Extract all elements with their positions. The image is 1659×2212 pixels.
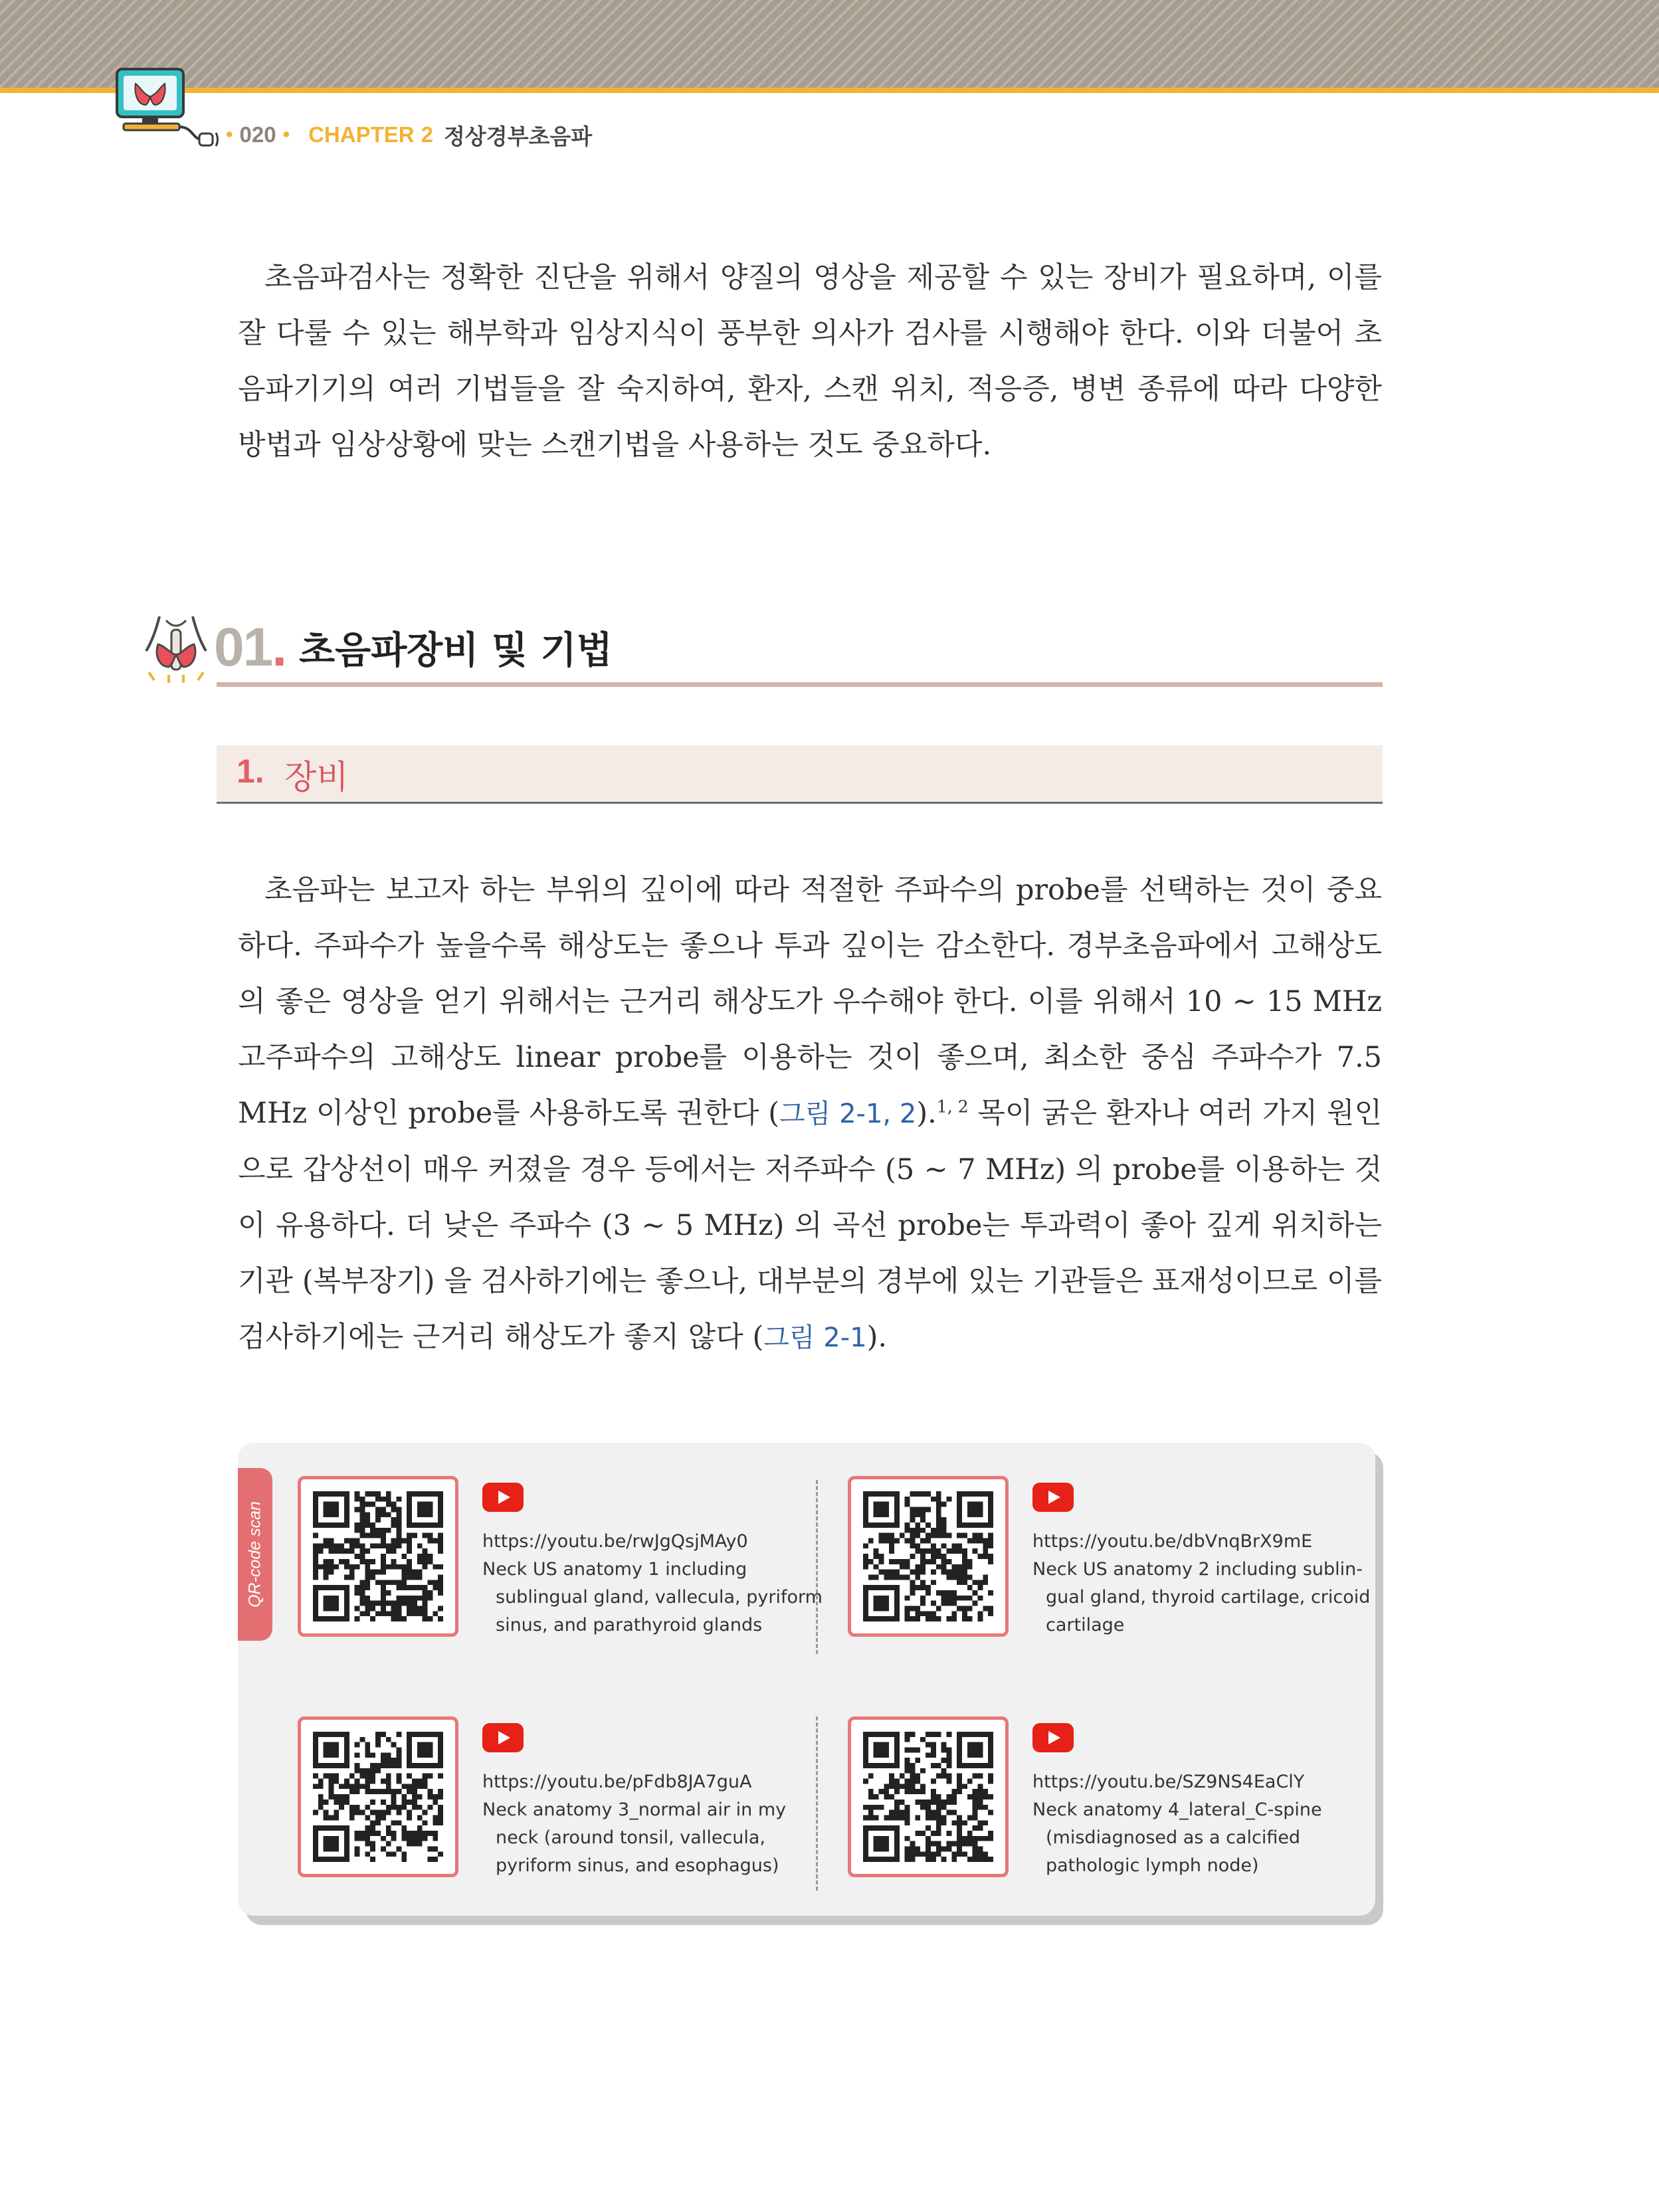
qr-caption: Neck anatomy 4_lateral_C-spine xyxy=(1032,1799,1322,1820)
subsection-title: 장비 xyxy=(284,758,349,796)
thyroid-neck-icon xyxy=(140,611,213,684)
qr-code[interactable] xyxy=(848,1716,1009,1877)
qr-caption: Neck anatomy 3_normal air in my xyxy=(482,1799,787,1820)
header-dot: • xyxy=(282,124,290,145)
youtube-play-icon xyxy=(1032,1723,1074,1752)
section-rule xyxy=(217,682,1383,687)
qr-code[interactable] xyxy=(298,1716,458,1877)
subsection-box xyxy=(217,745,1383,802)
body-text: 목이 굵은 환자나 여러 가지 원인으로 갑상선이 매우 커졌을 경우 등에서는 저주파수 (5 ~ 7 MHz) 의 probe를 이용하는 것이 유용하다. 더 낮은 주파수 (3 ~ 5 MHz) 의 곡선 probe는 투과력이 좋아 깊게 위치하는 기관 (복부장기) 을 검사하기에는 좋으나, 대부분의 경부에 있는 기관들은 표재성이므로 이를 검사하기에는 근거리 해상도가 좋지 않다 ( xyxy=(238,1097,1382,1354)
youtube-play-icon xyxy=(482,1723,524,1752)
top-pattern-band xyxy=(0,0,1659,88)
body-text: ). xyxy=(866,1321,888,1354)
page-number: 020 xyxy=(239,122,276,147)
qr-tab xyxy=(238,1468,272,1641)
qr-item[interactable] xyxy=(298,1716,829,1889)
qr-caption: pyriform sinus, and esophagus) xyxy=(496,1855,779,1876)
subsection-rule xyxy=(217,802,1383,804)
qr-url[interactable]: https://youtu.be/SZ9NS4EaClY xyxy=(1032,1772,1305,1792)
youtube-play-icon xyxy=(1032,1483,1074,1512)
figure-reference-link[interactable]: 그림 2-1 xyxy=(763,1323,867,1353)
qr-caption: neck (around tonsil, vallecula, xyxy=(496,1827,766,1848)
section-heading xyxy=(214,618,613,678)
qr-caption: Neck US anatomy 2 including sublin- xyxy=(1032,1559,1363,1580)
body-text: ). xyxy=(916,1097,937,1130)
qr-item[interactable] xyxy=(848,1716,1379,1889)
section-dot: . xyxy=(272,617,288,678)
qr-caption: Neck US anatomy 1 including xyxy=(482,1559,747,1580)
running-header xyxy=(219,118,592,151)
section-title: 초음파장비 및 기법 xyxy=(299,629,613,672)
qr-item[interactable] xyxy=(848,1476,1379,1649)
qr-caption: cartilage xyxy=(1046,1615,1125,1635)
chapter-title: 정상경부초음파 xyxy=(443,123,593,149)
youtube-play-icon xyxy=(482,1483,524,1512)
qr-caption: gual gland, thyroid cartilage, cricoid xyxy=(1046,1587,1371,1608)
top-accent-line xyxy=(0,88,1659,93)
ultrasound-monitor-icon xyxy=(114,66,224,153)
qr-caption: (misdiagnosed as a calcified xyxy=(1046,1827,1301,1848)
qr-caption: pathologic lymph node) xyxy=(1046,1855,1259,1876)
figure-reference-link[interactable]: 그림 2-1, 2 xyxy=(779,1099,917,1129)
header-dot: • xyxy=(226,124,233,145)
qr-url[interactable]: https://youtu.be/rwJgQsjMAy0 xyxy=(482,1531,748,1552)
body-text: 초음파는 보고자 하는 부위의 깊이에 따라 적절한 주파수의 probe를 선택하는 것이 중요하다. 주파수가 높을수록 해상도는 좋으나 투과 깊이는 감소한다. 경부초음파에서 고해상도의 좋은 영상을 얻기 위해서는 근거리 해상도가 우수해야 한다. 이를 위해서 10 ~ 15 MHz 고주파수의 고해상도 linear probe를 이용하는 것이 좋으며, 최소한 중심 주파수가 7.5 MHz 이상인 probe를 사용하도록 권한다 ( xyxy=(238,874,1382,1130)
qr-code[interactable] xyxy=(298,1476,458,1637)
qr-caption: sinus, and parathyroid glands xyxy=(496,1615,763,1635)
chapter-label: CHAPTER xyxy=(308,122,415,147)
citation-superscript: 1, 2 xyxy=(936,1097,969,1117)
qr-code[interactable] xyxy=(848,1476,1009,1637)
qr-tab-label: QR-code scan xyxy=(245,1501,264,1608)
chapter-number: 2 xyxy=(421,122,433,147)
qr-url[interactable]: https://youtu.be/pFdb8JA7guA xyxy=(482,1772,752,1792)
qr-item[interactable] xyxy=(298,1476,829,1649)
subsection-number: 1. xyxy=(237,753,264,790)
section-number: 01 xyxy=(214,617,272,678)
qr-caption: sublingual gland, vallecula, pyriform xyxy=(496,1587,823,1608)
body-paragraph xyxy=(238,862,1382,1366)
qr-url[interactable]: https://youtu.be/dbVnqBrX9mE xyxy=(1032,1531,1313,1552)
intro-paragraph: 초음파검사는 정확한 진단을 위해서 양질의 영상을 제공할 수 있는 장비가 필요하며, 이를 잘 다룰 수 있는 해부학과 임상지식이 풍부한 의사가 검사를 시행해야 한다. 이와 더불어 초음파기기의 여러 기법들을 잘 숙지하여, 환자, 스캔 위치, 적응증, 병변 종류에 따라 다양한 방법과 임상상황에 맞는 스캔기법을 사용하는 것도 중요하다. xyxy=(238,261,1382,462)
